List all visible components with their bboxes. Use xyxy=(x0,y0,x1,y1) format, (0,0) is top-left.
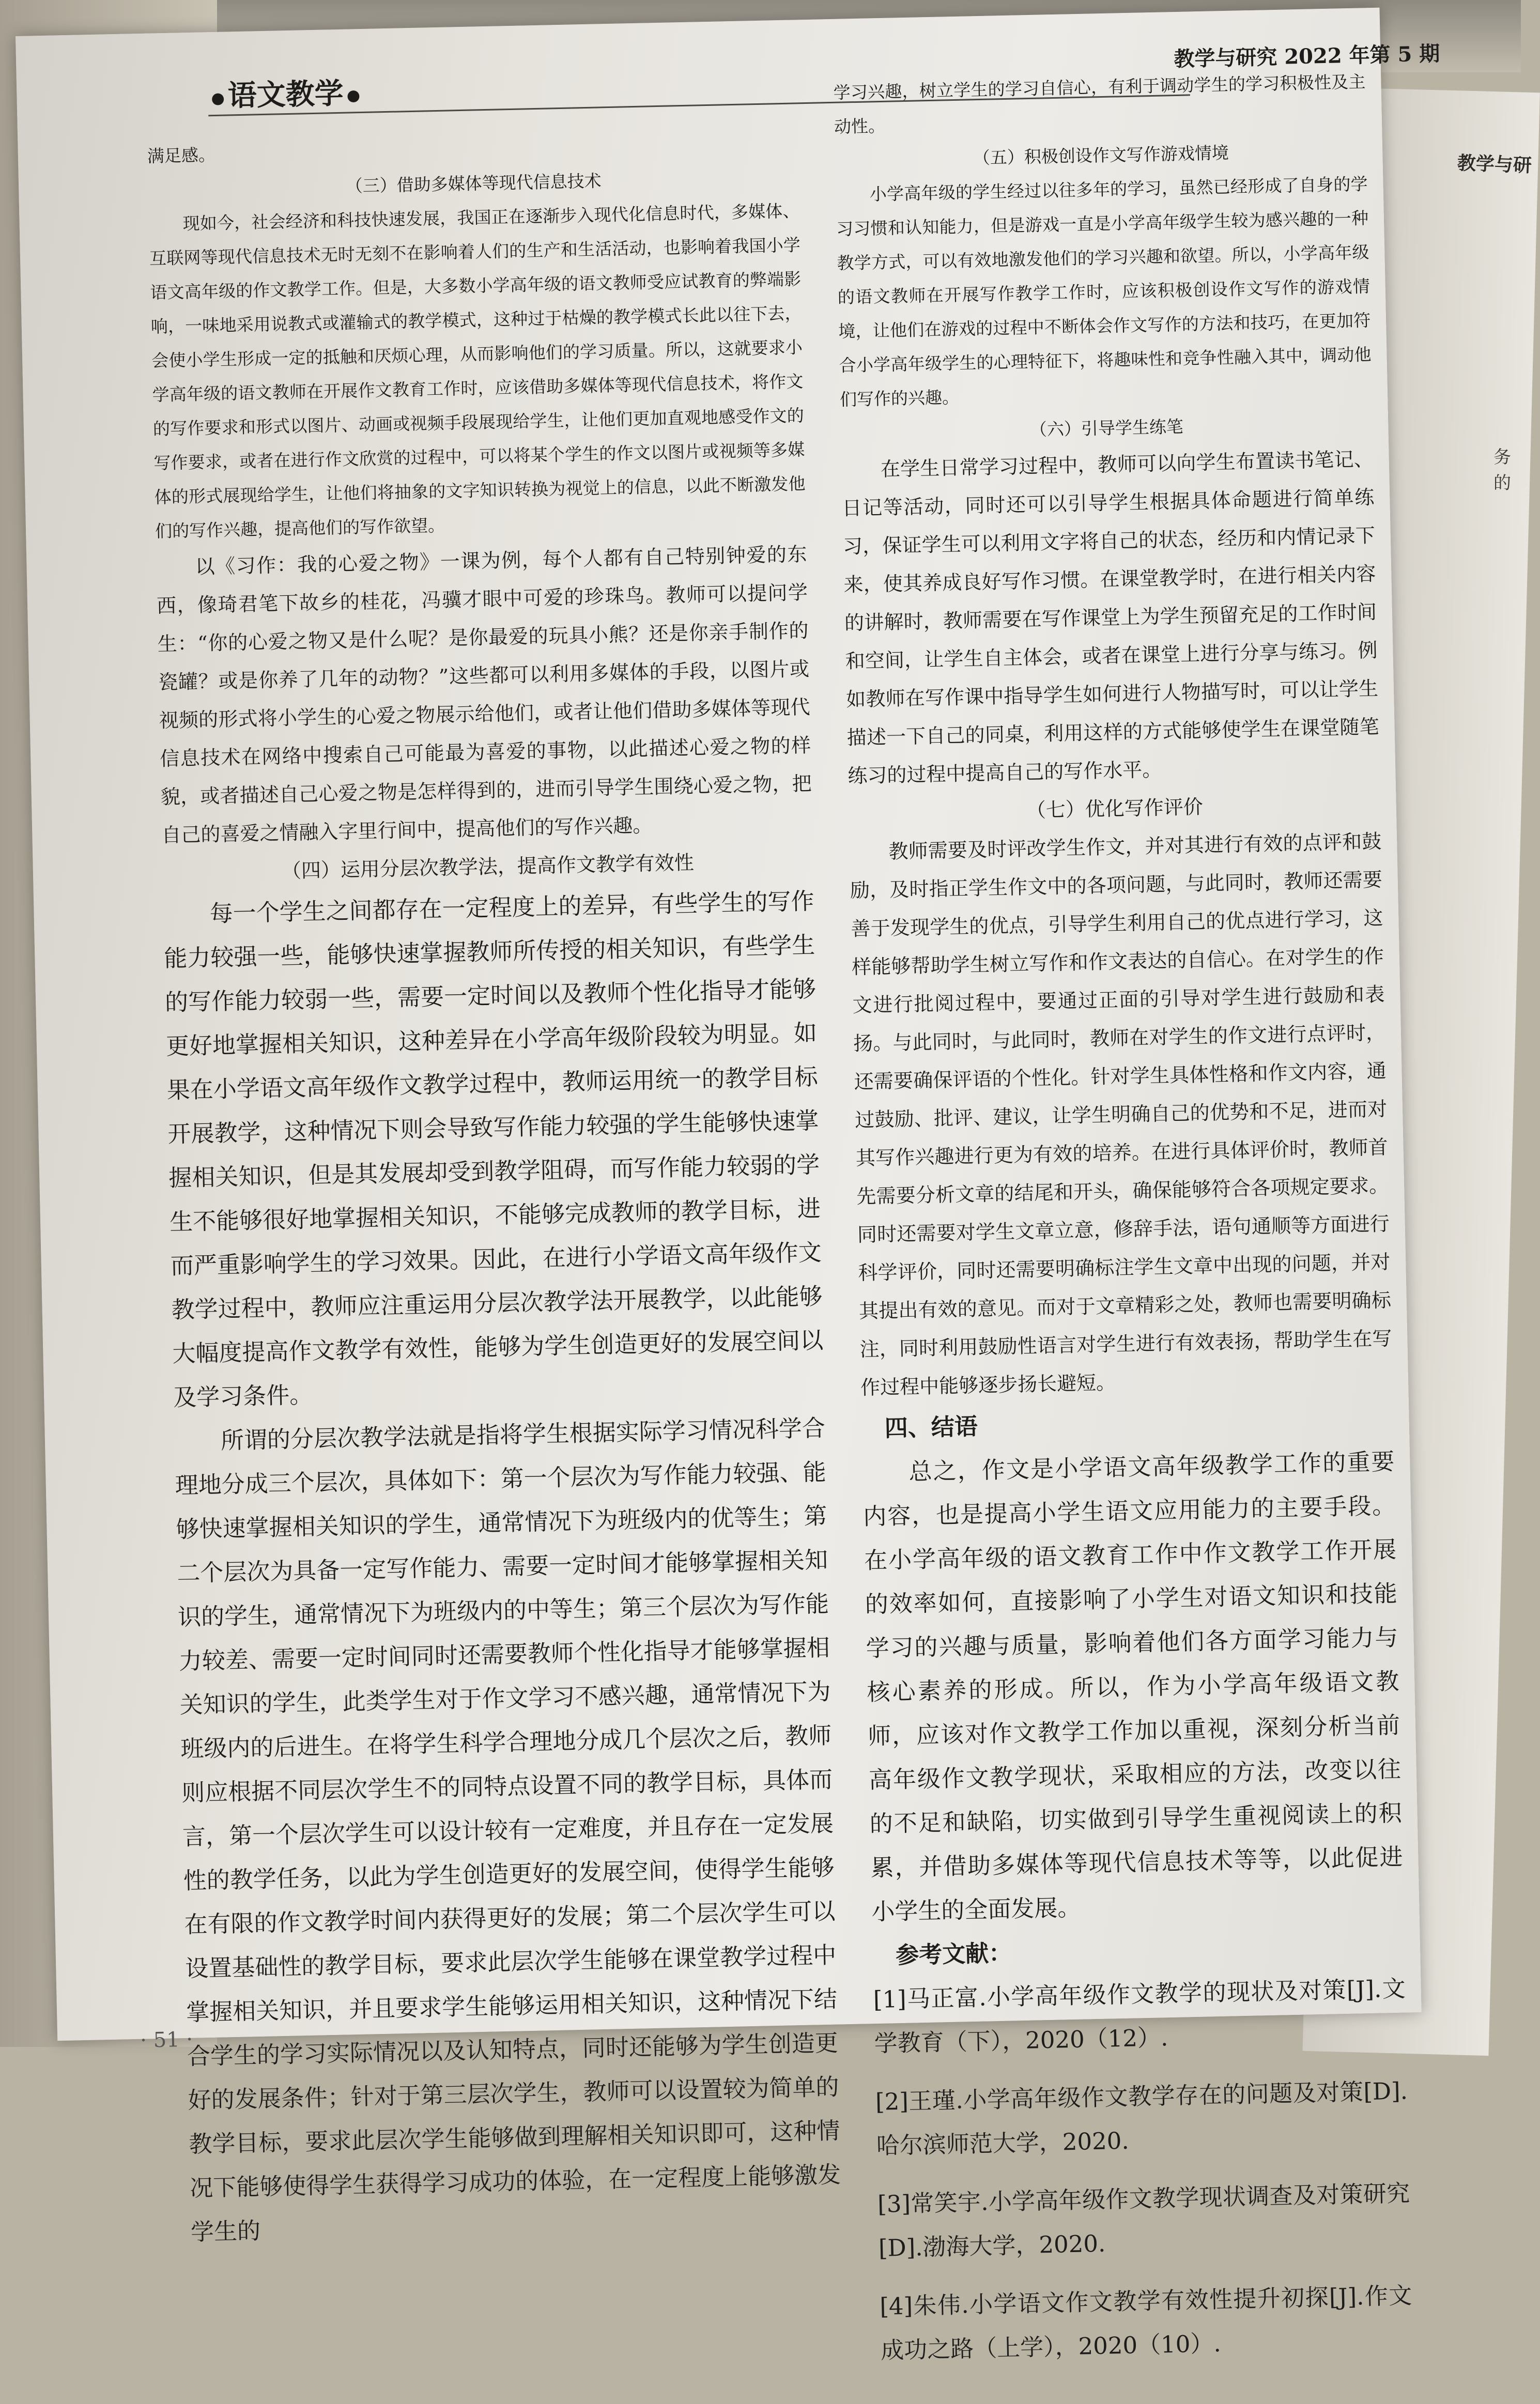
left-column xyxy=(147,126,842,2254)
reference-item: [4]朱伟.小学语文作文教学有效性提升初探[J].作文成功之路（上学），2020（10）. xyxy=(879,2282,1412,2364)
subheading: （四）运用分层次教学法，提高作文教学有效性 xyxy=(281,851,695,883)
references-title: 参考文献： xyxy=(895,1939,1012,1969)
right-column-body xyxy=(833,65,1404,1934)
page-number: · 51 · xyxy=(140,2027,193,2053)
bullet-icon: ● xyxy=(346,86,361,105)
reference-item: [1]马正富.小学高年级作文教学的现状及对策[J].文学教育（下），2020（12）. xyxy=(873,1975,1406,2058)
next-page-fragment: 务 的 xyxy=(1493,447,1511,494)
bullet-icon: ● xyxy=(211,89,225,107)
paragraph: 以《习作：我的心爱之物》一课为例，每个人都有自己特别钟爱的东西，像琦君笔下故乡的桂花，冯骥才眼中可爱的珍珠鸟。教师可以提问学生：“你的心爱之物又是什么呢？是你最爱的玩具小熊？还是你亲手制作的瓷罐？或是你养了几年的动物？”这些都可以利用多媒体的手段，以图片或视频的形式将小学生的心爱之物展示给他们，或者让他们借助多媒体等现代信息技术在网络中搜索自己可能最为喜爱的事物，以此描述心爱之物的样貌，或者描述自己心爱之物是怎样得到的，进而引导学生围绕心爱之物，把自己的喜爱之情融入字里行间中，提高他们的写作兴趣。 xyxy=(156,543,812,847)
journal-page xyxy=(16,8,1440,2364)
paragraph: 所谓的分层次教学法就是指将学生根据实际学习情况科学合理地分成三个层次，具体如下：第一个层次为写作能力较强、能够快速掌握相关知识的学生，通常情况下为班级内的优等生；第二个层次为具备一定写作能力、需要一定时间才能够掌握相关知识的学生，通常情况下为班级内的中等生；第三个层次为写作能力较差、需要一定时间同时还需要教师个性化指导才能够掌握相关知识的学生，此类学生对于作文学习不感兴趣，通常情况下为班级内的后进生。在将学生科学合理地分成几个层次之后，教师则应根据不同层次学生不的同特点设置不同的教学目标，具体而言，第一个层次学生可以设计较有一定难度，并且存在一定发展性的教学任务，以此为学生创造更好的发展空间，使得学生能够在有限的作文教学时间内获得更好的发展；第二个层次学生可以设置基础性的教学目标，要求此层次学生能够在课堂教学过程中掌握相关知识，并且要求学生能够运用相关知识，这种情况下结合学生的学习实际情况以及认知特点，同时还能够为学生创造更好的发展条件；针对于第三层次学生，教师可以设置较为简单的教学目标，要求此层次学生能够做到理解相关知识即可，这种情况下能够使得学生获得学习成功的体验，在一定程度上能够激发学生的 xyxy=(175,1414,841,2246)
paragraph: 现如今，社会经济和科技快速发展，我国正在逐渐步入现代化信息时代，多媒体、互联网等现代信息技术无时无刻不在影响着人们的生产和生活活动，也影响着我国小学语文高年级的作文教学工作。但是，大多数小学高年级的语文教师受应试教育的弊端影响，一味地采用说教式或灌输式的教学模式，这种过于枯燥的教学模式长此以往下去，会使小学生形成一定的抵触和厌烦心理，从而影响他们的学习质量。所以，这就要求小学高年级的语文教师在开展作文教育工作时，应该借助多媒体等现代信息技术，将作文的写作要求和形式以图片、动画或视频手段展现给学生，让他们更加直观地感受作文的写作要求，或者在进行作文欣赏的过程中，可以将某个学生的作文以图片或视频等多媒体的形式展现给学生，让他们将抽象的文字知识转换为视觉上的信息，以此不断激发他们的写作兴趣，提高他们的写作欲望。 xyxy=(149,201,806,542)
subheading: （七）优化写作评价 xyxy=(1026,795,1204,822)
reference-item: [2]王瑾.小学高年级作文教学存在的问题及对策[D].哈尔滨师范大学，2020. xyxy=(875,2077,1408,2160)
paragraph: 在学生日常学习过程中，教师可以向学生布置读书笔记、日记等活动，同时还可以引导学生根据具体命题进行简单练习，保证学生可以利用文字将自己的状态，经历和内情记录下来，使其养成良好写作习惯。在课堂教学时，在进行相关内容的讲解时，教师需要在写作课堂上为学生预留充足的工作时间和空间，让学生自主体会，或者在课堂上进行分享与练习。例如教师在写作课中指导学生如何进行人物描写时，可以让学生描述一下自己的同桌，利用这样的方式能够使学生在课堂随笔练习的过程中提高自己的写作水平。 xyxy=(842,448,1380,788)
paragraph: 每一个学生之间都存在一定程度上的差异，有些学生的写作能力较强一些，能够快速掌握教师所传授的相关知识，有些学生的写作能力较弱一些，需要一定时间以及教师个性化指导才能够更好地掌握相关知识，这种差异在小学高年级阶段较为明显。如果在小学语文高年级作文教学过程中，教师运用统一的教学目标开展教学，这种情况下则会导致写作能力较强的学生能够快速掌握相关知识，但是其发展却受到教学阻碍，而写作能力较弱的学生不能够很好地掌握相关知识，不能够完成教师的教学目标，进而严重影响学生的学习效果。因此，在进行小学语文高年级作文教学过程中，教师应注重运用分层次教学法开展教学，以此能够大幅度提高作文教学有效性，能够为学生创造更好的发展空间以及学习条件。 xyxy=(163,887,824,1412)
paragraph: 满足感。 xyxy=(147,144,216,166)
paragraph: 小学高年级的学生经过以往多年的学习，虽然已经形成了自身的学习习惯和认知能力，但是游戏一直是小学高年级学生较为感兴趣的一种教学方式，可以有效地激发他们的学习兴趣和欲望。所以，小学高年级的语文教师在开展写作教学工作时，应该积极创设作文写作的游戏情境，让他们在游戏的过程中不断体会作文写作的方法和技巧，在更加符合小学高年级学生的心理特征下，将趣味性和竞争性融入其中，调动他们写作的兴趣。 xyxy=(836,174,1372,410)
subheading: （三）借助多媒体等现代信息技术 xyxy=(345,171,602,196)
reference-item: [3]常笑宇.小学高年级作文教学现状调查及对策研究[D].渤海大学，2020. xyxy=(877,2179,1410,2262)
next-page-header: 教学与研 xyxy=(1457,152,1532,177)
section-heading: 四、结语 xyxy=(884,1412,978,1442)
section-header-label: 语文教学 xyxy=(227,76,344,113)
subheading: （五）积极创设作文写作游戏情境 xyxy=(973,142,1229,168)
right-column xyxy=(833,65,1413,2387)
paragraph: 教师需要及时评改学生作文，并对其进行有效的点评和鼓励，及时指正学生作文中的各项问题，与此同时，教师还需要善于发现学生的优点，引导学生利用自己的优点进行学习，这样能够帮助学生树立写作和作文表达的自信心。在对学生的作文进行批阅过程中，要通过正面的引导对学生进行鼓励和表扬。与此同时，与此同时，教师在对学生的作文进行点评时，还需要确保评语的个性化。针对学生具体性格和作文内容，通过鼓励、批评、建议，让学生明确自己的优势和不足，进而对其写作兴趣进行更为有效的培养。在进行具体评价时，教师首先需要分析文章的结尾和开头，确保能够符合各项规定要求。同时还需要对学生文章立意，修辞手法，语句通顺等方面进行科学评价，同时还需要明确标注学生文章中出现的问题，并对其提出有效的意见。而对于文章精彩之处，教师也需要明确标注，同时利用鼓励性语言对学生进行有效表扬，帮助学生在写作过程中能够逐步扬长避短。 xyxy=(850,829,1392,1399)
journal-header: 教学与研究 2022 年第 5 期 xyxy=(1173,41,1440,72)
subheading: （六）引导学生练笔 xyxy=(1029,416,1184,440)
references xyxy=(872,1923,1413,2372)
section-header xyxy=(208,70,364,115)
paragraph: 学习兴趣，树立学生的学习自信心，有利于调动学生的学习积极性及主动性。 xyxy=(833,71,1366,137)
paragraph: 总之，作文是小学语文高年级教学工作的重要内容，也是提高小学生语文应用能力的主要手段。在小学高年级的语文教育工作中作文教学工作开展的效率如何，直接影响了小学生对语文知识和技能学习的兴趣与质量，影响着他们各方面学习能力与核心素养的形成。所以，作为小学高年级语文教师，应该对作文教学工作加以重视，深刻分析当前高年级作文教学现状，采取相应的方法，改变以往的不足和缺陷，切实做到引导学生重视阅读上的积累，并借助多媒体等现代信息技术等等，以此促进小学生的全面发展。 xyxy=(863,1447,1403,1926)
